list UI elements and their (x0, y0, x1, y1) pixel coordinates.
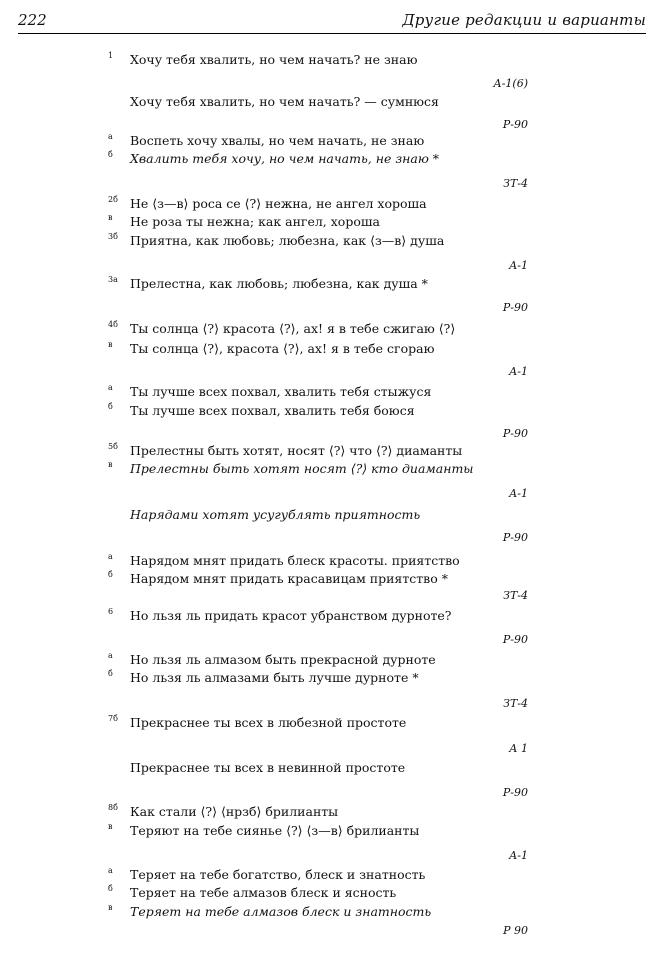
variant-line: Как стали ⟨?⟩ ⟨нрзб⟩ брилианты (130, 804, 339, 819)
variant-line: Не ⟨з—в⟩ роса се ⟨?⟩ нежна, не ангел хороша (130, 196, 427, 211)
variant-line: Но льзя ль алмазами быть лучше дурноте * (130, 670, 419, 685)
variant-line: Нарядами хотят усугублять приятность (130, 507, 421, 522)
variant-line: Хвалить тебя хочу, но чем начать, не знаю * (130, 151, 440, 166)
variant-line: Теряют на тебе сиянье ⟨?⟩ ⟨з—в⟩ брилианты (130, 823, 420, 838)
page-number: 222 (18, 11, 47, 29)
verse-marker: а (108, 132, 113, 141)
source-siglum: А-1 (508, 365, 528, 378)
variant-line: Прелестны быть хотят, носят ⟨?⟩ что ⟨?⟩ диаманты (130, 443, 463, 458)
verse-marker: в (108, 340, 113, 349)
source-siglum: Р 90 (503, 924, 528, 937)
verse-marker: 6 (108, 607, 114, 616)
verse-marker: б (108, 402, 113, 411)
verse-marker: б (108, 150, 113, 159)
source-siglum: А-1 (508, 487, 528, 500)
variant-line: Хочу тебя хвалить, но чем начать? — сумнюся (130, 94, 439, 109)
verse-marker: 1 (108, 51, 114, 60)
variant-line: Нарядом мнят придать красавицам приятство * (130, 571, 448, 586)
variant-line: Воспеть хочу хвалы, но чем начать, не знаю (130, 133, 425, 148)
source-siglum: ЗТ-4 (503, 589, 528, 602)
variant-line: Но льзя ль придать красот убранством дурноте? (130, 608, 452, 623)
variant-line: Ты лучше всех похвал, хвалить тебя стыжуся (130, 384, 432, 399)
source-siglum: А 1 (509, 742, 528, 755)
source-siglum: А-1(6) (493, 77, 528, 90)
variant-line: Прелестны быть хотят носят ⟨?⟩ кто диаманты (130, 461, 474, 476)
variant-line: Теряет на тебе алмазов блеск и знатность (130, 904, 432, 919)
verse-marker: 4б (108, 320, 118, 329)
verse-marker: в (108, 822, 113, 831)
variant-line: Не роза ты нежна; как ангел, хороша (130, 214, 380, 229)
verse-marker: а (108, 383, 113, 392)
source-siglum: А-1 (508, 849, 528, 862)
variant-line: Прелестна, как любовь; любезна, как душа * (130, 276, 428, 291)
variant-line: Но льзя ль алмазом быть прекрасной дурноте (130, 652, 436, 667)
variant-line: Ты солнца ⟨?⟩, красота ⟨?⟩, ах! я в тебе сгораю (130, 341, 435, 356)
verse-marker: 2б (108, 195, 118, 204)
source-siglum: А-1 (508, 259, 528, 272)
variant-line: Теряет на тебе алмазов блеск и ясность (130, 885, 397, 900)
verse-marker: в (108, 213, 113, 222)
variant-line: Прекраснее ты всех в любезной простоте (130, 715, 407, 730)
verse-marker: а (108, 651, 113, 660)
verse-marker: а (108, 552, 113, 561)
verse-marker: в (108, 460, 113, 469)
source-siglum: ЗТ-4 (503, 697, 528, 710)
verse-marker: б (108, 570, 113, 579)
source-siglum: Р-90 (502, 531, 528, 544)
source-siglum: ЗТ-4 (503, 177, 528, 190)
variant-line: Приятна, как любовь; любезна, как ⟨з—в⟩ душа (130, 233, 445, 248)
source-siglum: Р-90 (502, 301, 528, 314)
verse-marker: 8б (108, 803, 118, 812)
source-siglum: Р-90 (502, 427, 528, 440)
variant-line: Ты лучше всех похвал, хвалить тебя боюся (130, 403, 415, 418)
variant-line: Нарядом мнят придать блеск красоты. приятство (130, 553, 460, 568)
running-title: Другие редакции и варианты (402, 11, 646, 29)
verse-marker: б (108, 669, 113, 678)
verse-marker: 3б (108, 232, 118, 241)
source-siglum: Р-90 (502, 633, 528, 646)
verse-marker: 3а (108, 275, 118, 284)
variant-line: Теряет на тебе богатство, блеск и знатность (130, 867, 426, 882)
verse-marker: в (108, 903, 113, 912)
verse-marker: а (108, 866, 113, 875)
variant-line: Прекраснее ты всех в невинной простоте (130, 760, 406, 775)
verse-marker: 5б (108, 442, 118, 451)
variant-line: Хочу тебя хвалить, но чем начать? не знаю (130, 52, 418, 67)
verse-marker: 7б (108, 714, 118, 723)
variant-line: Ты солнца ⟨?⟩ красота ⟨?⟩, ах! я в тебе сжигаю ⟨?⟩ (130, 321, 456, 336)
source-siglum: Р-90 (502, 118, 528, 131)
verse-marker: б (108, 884, 113, 893)
source-siglum: Р-90 (502, 786, 528, 799)
